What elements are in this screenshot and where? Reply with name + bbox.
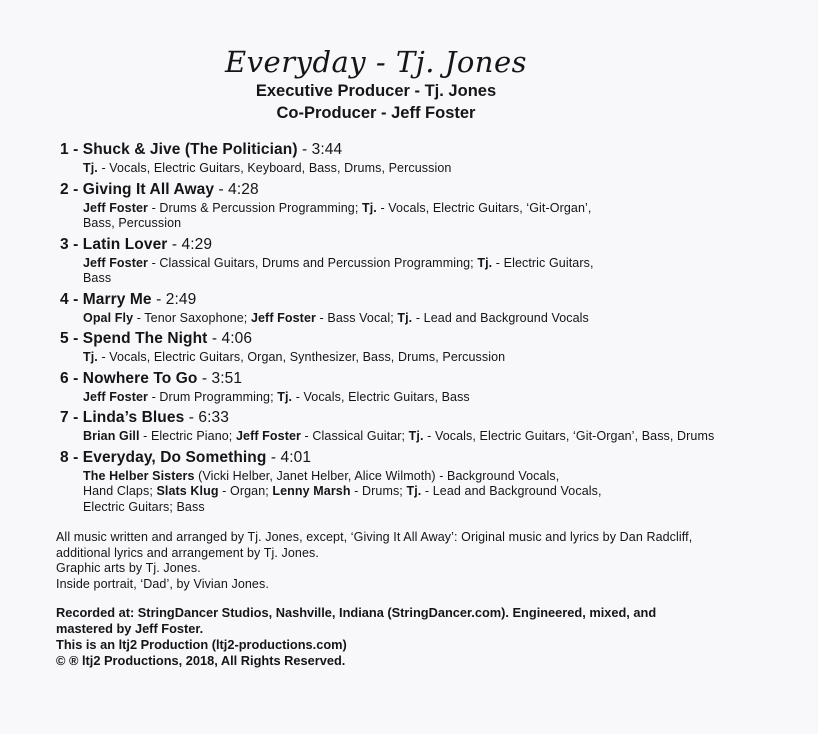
track-duration: - 2:49 xyxy=(151,290,197,308)
credit-text: - Drums & Percussion Programming; xyxy=(148,200,362,215)
track-duration: - 3:51 xyxy=(197,369,243,387)
track-credits xyxy=(83,256,818,287)
credit-line xyxy=(83,271,818,287)
track-credits xyxy=(83,350,818,366)
track-title xyxy=(60,368,818,390)
track-duration: - 4:29 xyxy=(167,235,213,253)
credit-text: - Electric Guitars, xyxy=(492,255,594,270)
credit-line xyxy=(83,256,818,272)
production-line: This is an ltj2 Production (ltj2-productions.com) xyxy=(56,637,347,652)
credit-person-name: Jeff Foster xyxy=(83,389,149,404)
track-number-and-name: 6 - Nowhere To Go xyxy=(60,369,198,387)
credit-text: - Vocals, Electric Guitars, Bass xyxy=(292,389,470,404)
credit-text: - Vocals, Electric Guitars, ‘Git-Organ’, xyxy=(376,200,592,215)
credit-text: - Organ; xyxy=(218,484,273,498)
note-line: All music written and arranged by Tj. Jones, except, ‘Giving It All Away’: Original music and lyrics by Dan Radcliff, xyxy=(56,530,693,544)
credit-person-name: Tj. xyxy=(408,429,424,443)
track-credits xyxy=(83,429,818,445)
credit-text: - Electric Piano; xyxy=(139,429,236,443)
track-credits xyxy=(83,161,818,177)
credit-person-name: Slats Klug xyxy=(156,484,219,498)
credit-person-name: Opal Fly xyxy=(83,310,134,325)
track-number-and-name: 3 - Latin Lover xyxy=(60,235,168,253)
track-title xyxy=(60,407,818,429)
track-title xyxy=(60,179,818,201)
track-duration: - 6:33 xyxy=(184,409,229,426)
track-number-and-name: 5 - Spend The Night xyxy=(60,330,208,347)
credit-person-name: Tj. xyxy=(406,484,422,498)
executive-producer-line: Executive Producer - Tj. Jones xyxy=(255,82,497,100)
track-entry xyxy=(60,407,818,445)
credit-text: Bass xyxy=(83,271,112,285)
track-title xyxy=(60,139,818,161)
credit-person-name: The Helber Sisters xyxy=(83,468,195,483)
album-header xyxy=(0,0,752,124)
track-title xyxy=(60,289,818,311)
production-line: Recorded at: StringDancer Studios, Nashville, Indiana (StringDancer.com). Engineered, mixed, and xyxy=(56,605,657,620)
credit-text: - Drum Programming; xyxy=(148,389,278,404)
track-number-and-name: 2 - Giving It All Away xyxy=(60,180,215,198)
credit-person-name: Lenny Marsh xyxy=(272,484,351,498)
track-entry xyxy=(60,289,818,327)
credit-text: - Lead and Background Vocals, xyxy=(421,484,602,498)
credit-text: - Vocals, Electric Guitars, Keyboard, Bass, Drums, Percussion xyxy=(97,161,452,175)
credit-line xyxy=(83,161,818,177)
credit-line xyxy=(83,311,818,327)
credit-text: - Drums; xyxy=(350,484,407,498)
track-title xyxy=(60,447,818,469)
credit-person-name: Tj. xyxy=(362,200,377,215)
credit-text: - Classical Guitars, Drums and Percussion Programming; xyxy=(148,255,478,270)
credit-text: - Vocals, Electric Guitars, Organ, Synthesizer, Bass, Drums, Percussion xyxy=(97,350,506,364)
album-title: Everyday - Tj. Jones xyxy=(224,45,527,79)
credit-line xyxy=(83,390,818,406)
note-line: Inside portrait, ‘Dad’, by Vivian Jones. xyxy=(56,576,269,591)
track-number-and-name: 1 - Shuck & Jive (The Politician) xyxy=(60,141,298,158)
credit-person-name: Brian Gill xyxy=(83,429,140,443)
credit-person-name: Jeff Foster xyxy=(83,255,149,270)
track-title xyxy=(60,234,818,256)
credit-line xyxy=(83,484,818,500)
credit-line xyxy=(83,500,818,516)
credit-person-name: Tj. xyxy=(83,350,98,364)
credit-person-name: Tj. xyxy=(83,161,98,175)
credit-text: - Lead and Background Vocals xyxy=(412,310,589,325)
credit-person-name: Jeff Foster xyxy=(235,429,301,443)
credit-person-name: Jeff Foster xyxy=(250,310,316,325)
track-number-and-name: 8 - Everyday, Do Something xyxy=(60,448,267,466)
track-duration: - 3:44 xyxy=(297,141,343,158)
credit-line xyxy=(83,429,818,445)
credit-text: - Bass Vocal; xyxy=(315,310,398,325)
track-title xyxy=(60,328,818,350)
track-credits xyxy=(83,201,818,232)
credit-text: - Tenor Saxophone; xyxy=(133,310,251,325)
track-entry xyxy=(60,179,818,232)
track-entry xyxy=(60,368,818,406)
track-list xyxy=(60,139,818,515)
track-credits xyxy=(83,311,818,327)
note-line: additional lyrics and arrangement by Tj. Jones. xyxy=(56,545,319,560)
track-entry xyxy=(60,447,818,516)
track-entry xyxy=(60,234,818,287)
co-producer-line: Co-Producer - Jeff Foster xyxy=(276,104,476,122)
note-line: Graphic arts by Tj. Jones. xyxy=(56,561,201,575)
track-entry xyxy=(60,328,818,366)
production-line: mastered by Jeff Foster. xyxy=(56,621,204,636)
credit-text: Electric Guitars; Bass xyxy=(83,499,205,514)
track-number-and-name: 4 - Marry Me xyxy=(60,290,152,308)
credit-person-name: Jeff Foster xyxy=(83,200,149,215)
track-credits xyxy=(83,469,818,516)
track-duration: - 4:28 xyxy=(214,180,259,198)
album-notes xyxy=(56,530,818,592)
credit-line xyxy=(83,216,818,232)
track-duration: - 4:01 xyxy=(266,448,312,466)
credit-text: (Vicki Helber, Janet Helber, Alice Wilmoth) - Background Vocals, xyxy=(194,468,560,483)
track-number-and-name: 7 - Linda’s Blues xyxy=(60,409,185,426)
credit-text: Bass, Percussion xyxy=(83,216,182,230)
credit-text: Hand Claps; xyxy=(83,484,157,498)
credit-person-name: Tj. xyxy=(277,389,293,404)
track-credits xyxy=(83,390,818,406)
credit-person-name: Tj. xyxy=(397,310,413,325)
credit-text: - Vocals, Electric Guitars, ‘Git-Organ’, Bass, Drums xyxy=(423,429,715,443)
credit-line xyxy=(83,350,818,366)
production-notes xyxy=(56,605,818,669)
production-line: © ® ltj2 Productions, 2018, All Rights Reserved. xyxy=(56,653,346,668)
credit-text: - Classical Guitar; xyxy=(300,429,409,443)
track-duration: - 4:06 xyxy=(207,330,253,347)
credit-line xyxy=(83,469,818,485)
track-entry xyxy=(60,139,818,177)
credit-line xyxy=(83,201,818,217)
credit-person-name: Tj. xyxy=(477,255,493,270)
